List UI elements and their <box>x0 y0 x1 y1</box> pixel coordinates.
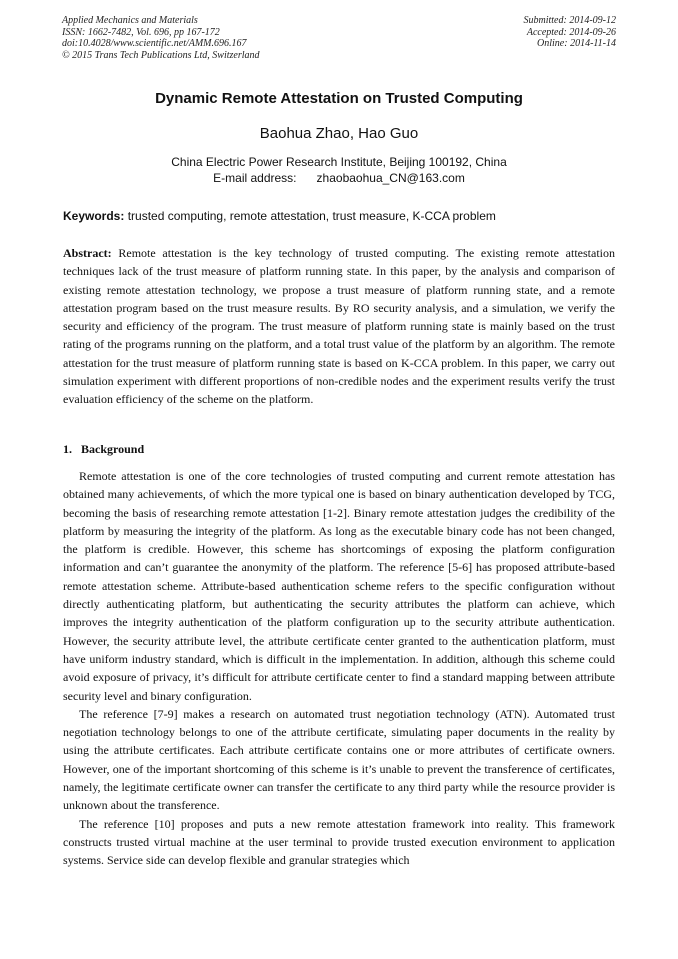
paper-authors: Baohua Zhao, Hao Guo <box>259 125 419 142</box>
author-email-row <box>0 171 678 185</box>
journal-doi: doi:10.4028/www.scientific.net/AMM.696.167 <box>62 38 247 49</box>
online-date: Online: 2014-11-14 <box>537 38 616 49</box>
journal-name: Applied Mechanics and Materials <box>62 15 198 26</box>
abstract-text: Remote attestation is the key technology of trusted computing. The existing remote attestation techniques lack of the trust measure of platform running state. In this paper, by the analysis and comparison of existing remote attestation technology, we propose a trust measure of platform running state, and a remote attestation program based on the trust measure results. By RO security analysis, and a simulation, we verify the security and efficiency of the program. The trust measure of platform running state is mainly based on the trust rating of the programs running on the platform, and a total trust value of the platform by an algorithm. The remote attestation for the trust measure of platform running state is based on K-CCA problem. In this paper, we carry out simulation experiment with different proportions of non-credible nodes and the experiment results verify the trust evaluation efficiency of the scheme on the platform. <box>63 246 615 407</box>
abstract <box>63 244 615 409</box>
keywords-label: Keywords: <box>63 209 125 223</box>
section-heading <box>63 442 144 457</box>
body-paragraph: The reference [10] proposes and puts a new remote attestation framework into reality. This framework constructs trusted virtual machine at the user terminal to provide trusted execution environment to application systems. Service side can develop flexible and granular strategies which <box>63 816 615 868</box>
keywords <box>63 209 615 223</box>
email-label: E-mail address: <box>213 171 297 185</box>
section-number: 1. <box>63 442 72 456</box>
author-email: zhaobaohua_CN@163.com <box>316 171 465 185</box>
body-paragraph: Remote attestation is one of the core technologies of trusted computing and current remote attestation has obtained many achievements, of which the more typical one is based on binary authentication developed by TCG, becoming the basis of researching remote attestation [1-2]. Binary remote attestation judges the credibility of the platform by measuring the integrity of the platform. As long as the executable binary code has not been changed, the platform is credible. However, this scheme has shortcomings of exposing the platform configuration information and can’t guarantee the anonymity of the platform. The reference [5-6] has proposed attribute-based remote attestation scheme. Attribute-based authentication scheme refers to the specific configuration without directly authenticating platform, but authenticating the security attributes the platform can achieve, which improves the integrity authentication of the platform configuration up to the security attribute authentication. However, the security attribute level, the attribute certificate center granted to the authentication platform, must have uniform industry standard, which is difficult in the implementation. In addition, although this scheme could avoid exposure of privacy, it’s difficult for attribute certificate center to find a standard mapping between attribute security level and binary configuration. <box>63 469 615 703</box>
submitted-date: Submitted: 2014-09-12 <box>523 15 616 26</box>
journal-copyright: © 2015 Trans Tech Publications Ltd, Switzerland <box>62 49 260 61</box>
section-title: Background <box>81 442 145 456</box>
author-affiliation: China Electric Power Research Institute, Beijing 100192, China <box>171 155 507 169</box>
section-body <box>63 467 615 870</box>
publication-dates <box>524 15 617 50</box>
paper-title: Dynamic Remote Attestation on Trusted Computing <box>155 90 523 107</box>
body-paragraph: The reference [7-9] makes a research on automated trust negotiation technology (ATN). Automated trust negotiation technology belongs to one of the attribute certificate, simulating paper documents in the reality by using the attribute certificates. Each attribute certificate contains one or more attributes of certificate owners. However, one of the important shortcoming of this scheme is it’s unable to prevent the transference of certificates, namely, the legitimate certificate owner can transfer the certificate to any third party while the resource provider is unknown about the transference. <box>63 706 615 813</box>
journal-info <box>62 15 260 61</box>
journal-issn: ISSN: 1662-7482, Vol. 696, pp 167-172 <box>62 26 220 38</box>
keywords-text: trusted computing, remote attestation, trust measure, K-CCA problem <box>127 209 496 223</box>
abstract-label: Abstract: <box>63 246 112 260</box>
accepted-date: Accepted: 2014-09-26 <box>526 26 616 38</box>
